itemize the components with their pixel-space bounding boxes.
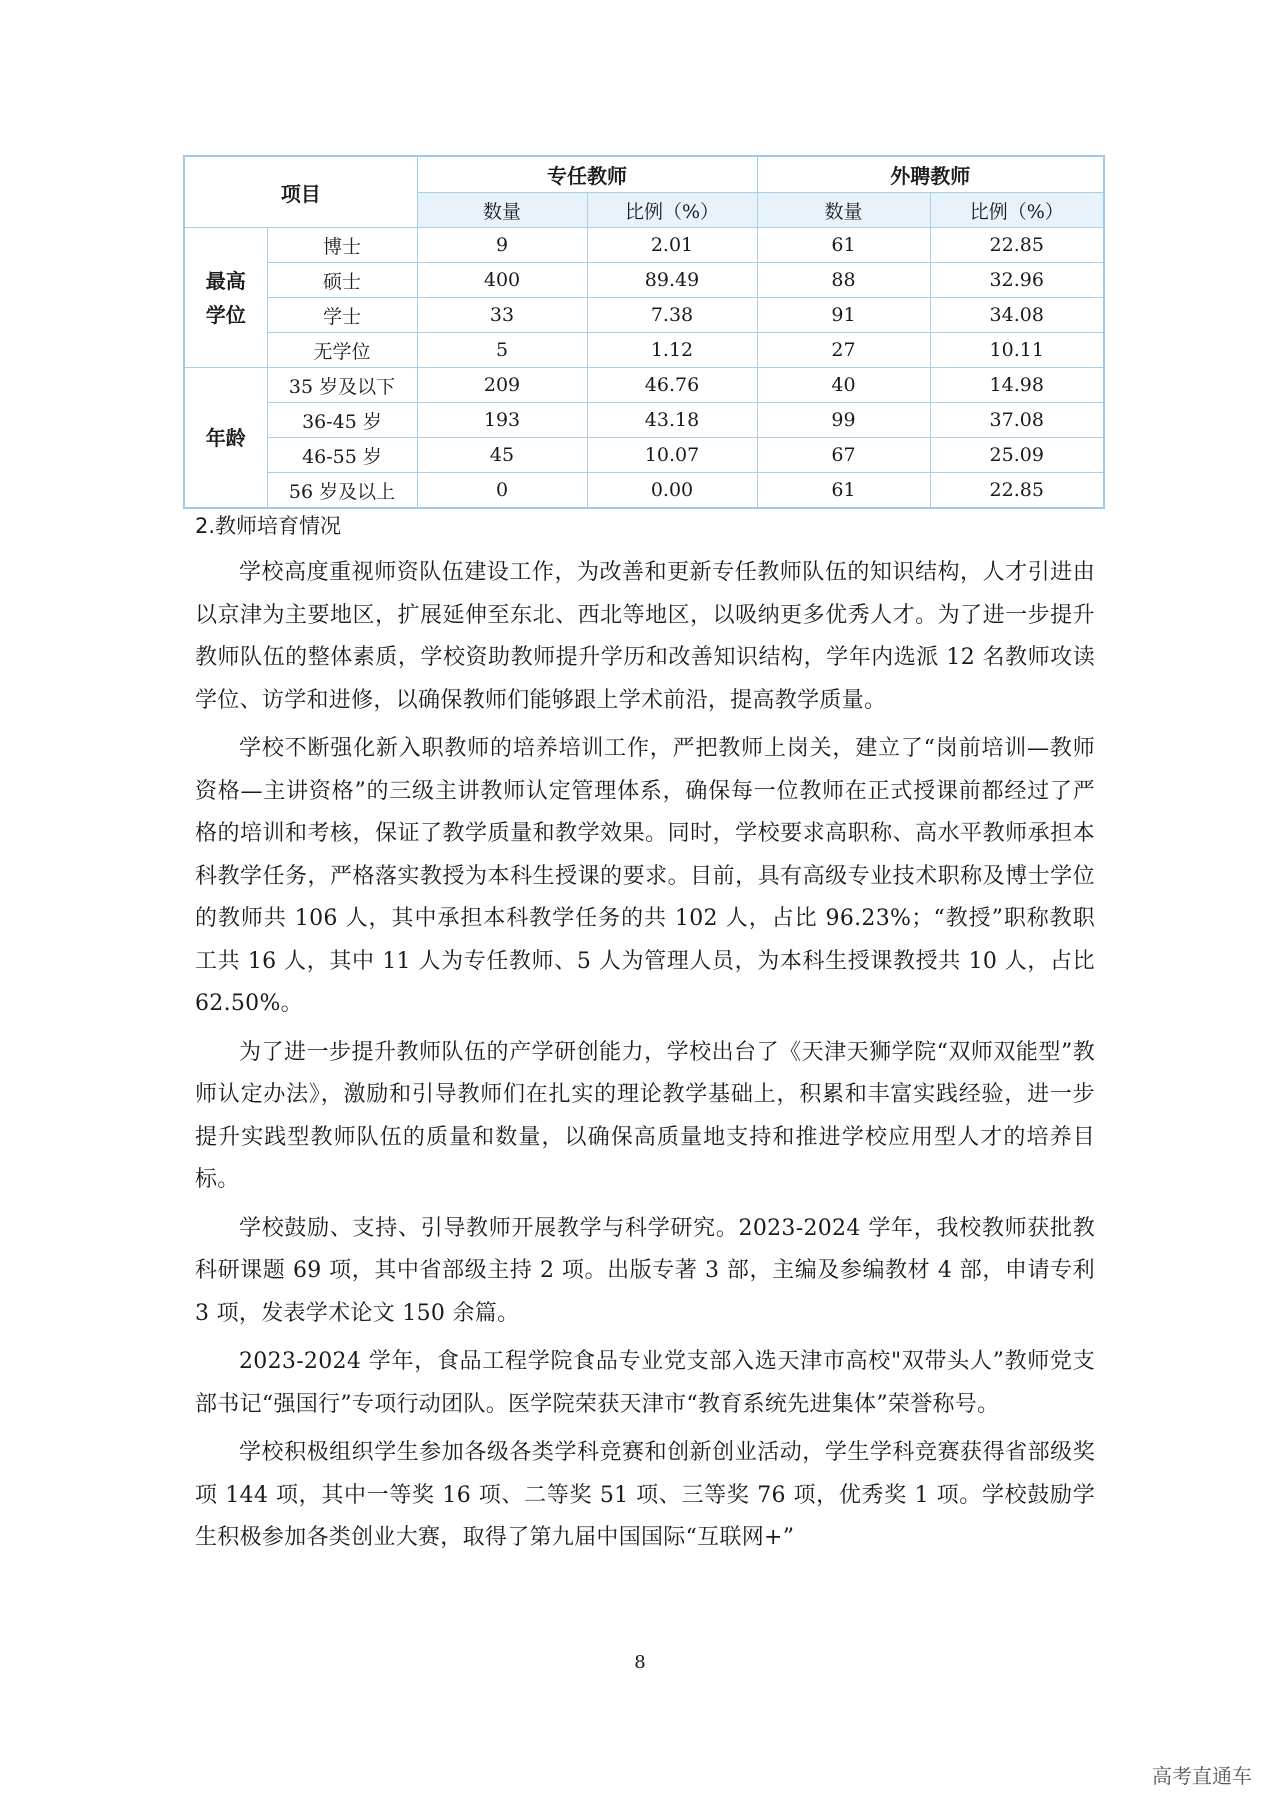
paragraph: 学校不断强化新入职教师的培养培训工作，严把教师上岗关，建立了“岗前培训—教师资格—主讲资格”的三级主讲教师认定管理体系，确保每一位教师在正式授课前都经过了严格的培训和考核，保证了教学质量和教学效果。同时，学校要求高职称、高水平教师承担本科教学任务，严格落实教授为本科生授课的要求。目前，具有高级专业技术职称及博士学位的教师共 106 人，其中承担本科教学任务的共 102 人，占比 96.23%；“教授”职称教职工共 16 人，其中 11 人为专任教师、5 人为管理人员，为本科生授课教授共 10 人，占比 62.50%。 (195, 736, 1095, 1016)
external-count-cell: 61 (757, 228, 930, 263)
row-label: 硕士 (267, 263, 417, 298)
table-row (184, 438, 1104, 473)
header-external-count: 数量 (757, 193, 930, 228)
fulltime-ratio-cell: 0.00 (587, 473, 757, 509)
fulltime-count-cell: 5 (417, 333, 587, 368)
row-label: 35 岁及以下 (267, 368, 417, 403)
paragraph: 学校积极组织学生参加各级各类学科竞赛和创新创业活动，学生学科竞赛获得省部级奖项 144 项，其中一等奖 16 项、二等奖 51 项、三等奖 76 项，优秀奖 1 项。学校鼓励学生积极参加各类创业大赛，取得了第九届中国国际“互联网+” (195, 1440, 1095, 1550)
external-ratio-cell: 37.08 (930, 403, 1104, 438)
fulltime-count-cell: 0 (417, 473, 587, 509)
row-label: 46-55 岁 (267, 438, 417, 473)
external-ratio-cell: 22.85 (930, 228, 1104, 263)
external-ratio-cell: 34.08 (930, 298, 1104, 333)
fulltime-count-cell: 209 (417, 368, 587, 403)
row-label: 无学位 (267, 333, 417, 368)
row-label: 36-45 岁 (267, 403, 417, 438)
fulltime-ratio-cell: 2.01 (587, 228, 757, 263)
header-external-ratio: 比例（%） (930, 193, 1104, 228)
header-project: 项目 (184, 156, 417, 228)
fulltime-ratio-cell: 10.07 (587, 438, 757, 473)
external-count-cell: 27 (757, 333, 930, 368)
table-row (184, 228, 1104, 263)
group-label-age: 年龄 (184, 368, 267, 509)
external-ratio-cell: 25.09 (930, 438, 1104, 473)
row-label: 博士 (267, 228, 417, 263)
fulltime-ratio-cell: 46.76 (587, 368, 757, 403)
paragraph: 学校高度重视师资队伍建设工作，为改善和更新专任教师队伍的知识结构，人才引进由以京津为主要地区，扩展延伸至东北、西北等地区，以吸纳更多优秀人才。为了进一步提升教师队伍的整体素质，学校资助教师提升学历和改善知识结构，学年内选派 12 名教师攻读学位、访学和进修，以确保教师们能够跟上学术前沿，提高教学质量。 (195, 560, 1095, 713)
table-row (184, 368, 1104, 403)
external-ratio-cell: 10.11 (930, 333, 1104, 368)
paragraph: 2023-2024 学年，食品工程学院食品专业党支部入选天津市高校"双带头人”教师党支部书记“强国行”专项行动团队。医学院荣获天津市“教育系统先进集体”荣誉称号。 (195, 1349, 1095, 1417)
fulltime-count-cell: 193 (417, 403, 587, 438)
external-count-cell: 67 (757, 438, 930, 473)
external-count-cell: 61 (757, 473, 930, 509)
row-label: 56 岁及以上 (267, 473, 417, 509)
paragraph: 为了进一步提升教师队伍的产学研创能力，学校出台了《天津天狮学院“双师双能型”教师认定办法》，激励和引导教师们在扎实的理论教学基础上，积累和丰富实践经验，进一步提升实践型教师队伍的质量和数量，以确保高质量地支持和推进学校应用型人才的培养目标。 (195, 1039, 1095, 1192)
watermark: 高考直通车 (1152, 1764, 1252, 1788)
page-number: 8 (634, 1652, 646, 1673)
fulltime-ratio-cell: 7.38 (587, 298, 757, 333)
external-count-cell: 99 (757, 403, 930, 438)
teacher-stats-table (183, 155, 1105, 509)
external-count-cell: 40 (757, 368, 930, 403)
section-title: 2.教师培育情况 (195, 514, 342, 538)
fulltime-count-cell: 9 (417, 228, 587, 263)
external-count-cell: 88 (757, 263, 930, 298)
table-row (184, 263, 1104, 298)
header-fulltime-count: 数量 (417, 193, 587, 228)
teacher-stats-table-wrapper (183, 155, 1103, 509)
header-fulltime-teachers: 专任教师 (417, 156, 757, 193)
row-label: 学士 (267, 298, 417, 333)
fulltime-ratio-cell: 1.12 (587, 333, 757, 368)
table-row (184, 333, 1104, 368)
group-label-degree-text: 最高学位 (205, 268, 246, 327)
table-row (184, 298, 1104, 333)
fulltime-ratio-cell: 43.18 (587, 403, 757, 438)
group-label-degree (184, 228, 267, 368)
paragraph: 学校鼓励、支持、引导教师开展教学与科学研究。2023-2024 学年，我校教师获批教科研课题 69 项，其中省部级主持 2 项。出版专著 3 部，主编及参编教材 4 部，申请专利 3 项，发表学术论文 150 余篇。 (195, 1215, 1095, 1326)
fulltime-count-cell: 33 (417, 298, 587, 333)
header-external-teachers: 外聘教师 (757, 156, 1104, 193)
table-row (184, 473, 1104, 509)
fulltime-ratio-cell: 89.49 (587, 263, 757, 298)
header-fulltime-ratio: 比例（%） (587, 193, 757, 228)
fulltime-count-cell: 45 (417, 438, 587, 473)
external-ratio-cell: 22.85 (930, 473, 1104, 509)
table-row (184, 403, 1104, 438)
external-ratio-cell: 14.98 (930, 368, 1104, 403)
section-content (195, 508, 1095, 1566)
external-count-cell: 91 (757, 298, 930, 333)
fulltime-count-cell: 400 (417, 263, 587, 298)
external-ratio-cell: 32.96 (930, 263, 1104, 298)
